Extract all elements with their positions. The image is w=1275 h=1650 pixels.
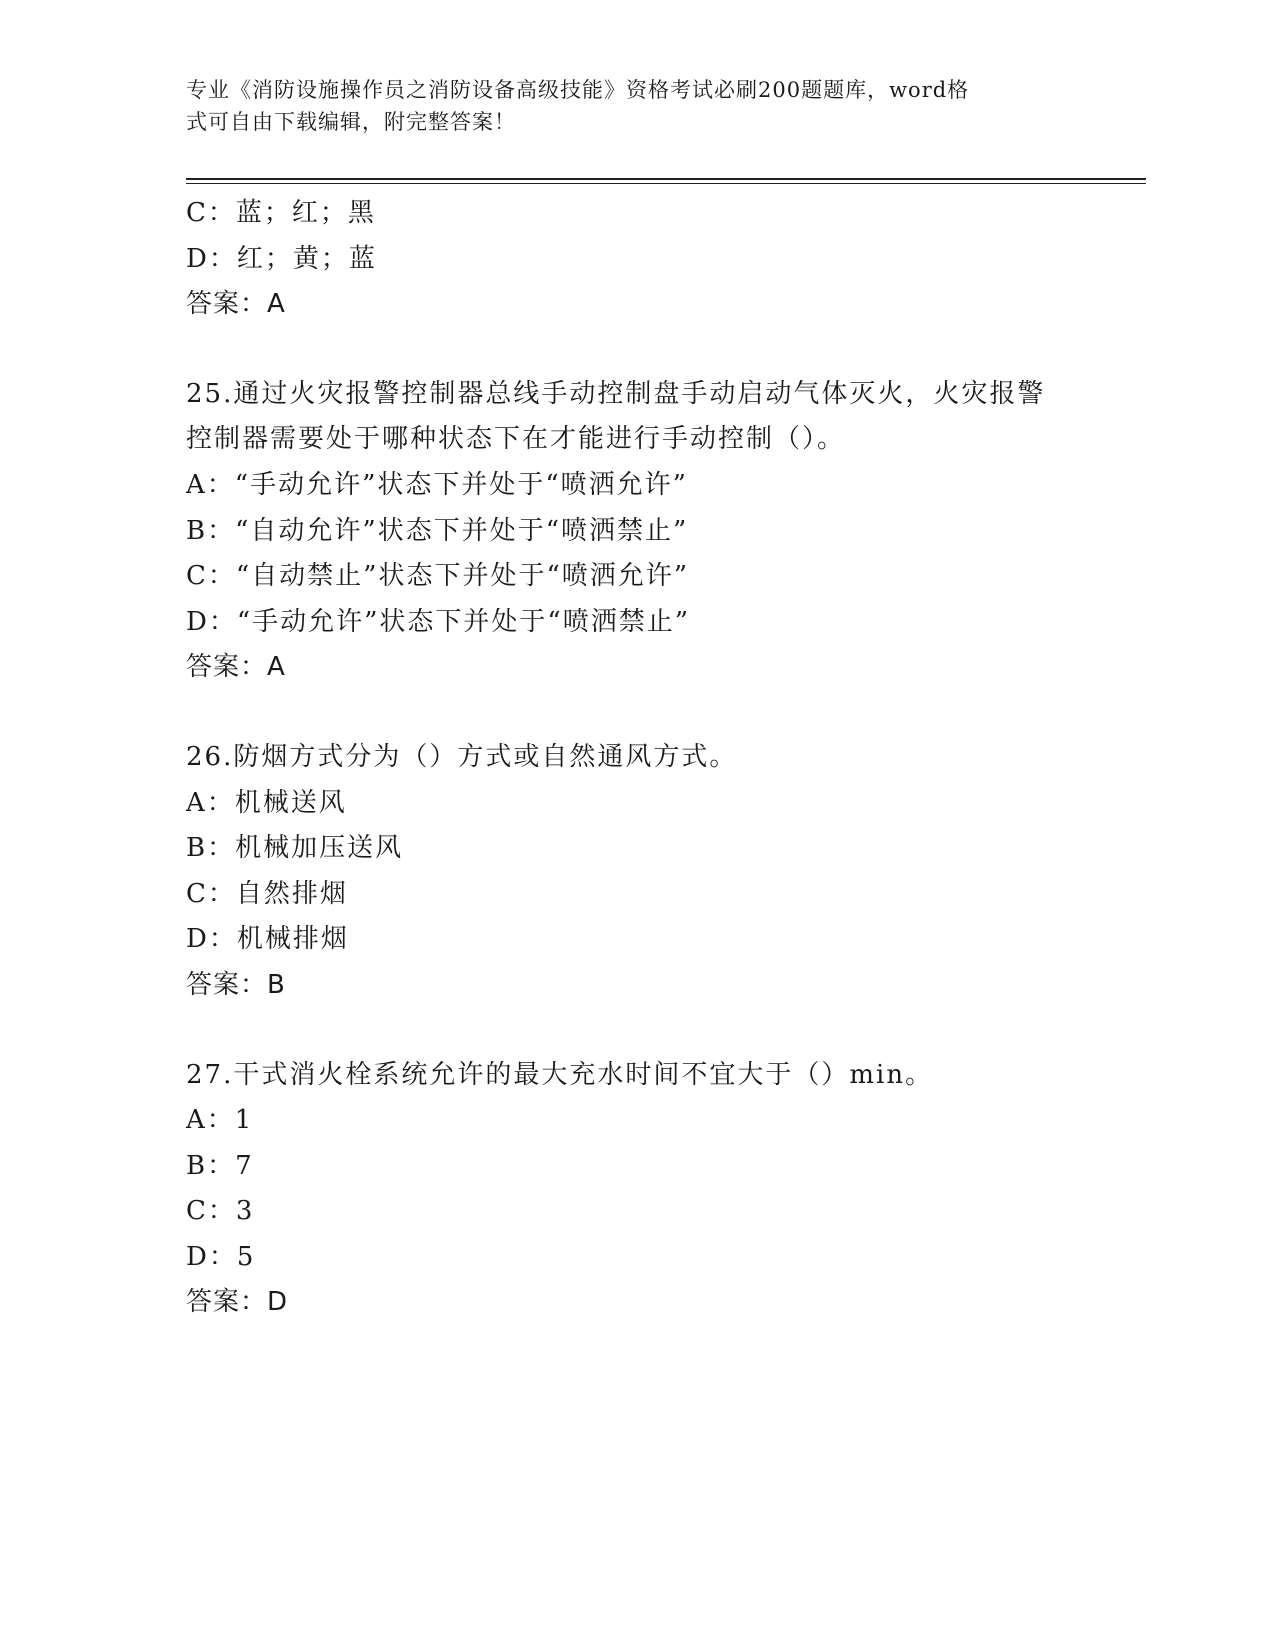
answer-line: 答案：A (186, 289, 286, 320)
question-24-tail (186, 191, 1086, 328)
option-a: A：机械送风 (186, 787, 347, 818)
option-d: D：机械排烟 (186, 924, 349, 955)
question-stem: 26.防烟方式分为（）方式或自然通风方式。 (186, 741, 738, 772)
option-d: D：红；黄；蓝 (186, 243, 377, 274)
question-26 (186, 735, 1086, 1009)
question-list (186, 191, 1086, 1326)
option-c: C：3 (186, 1196, 255, 1227)
answer-line: 答案：D (186, 1287, 289, 1318)
option-b: B：“自动允许”状态下并处于“喷洒禁止” (186, 515, 689, 546)
question-stem: 27.干式消火栓系统允许的最大充水时间不宜大于（）min。 (186, 1059, 934, 1090)
answer-line: 答案：B (186, 969, 286, 1000)
question-27 (186, 1053, 1086, 1327)
option-d: D：“手动允许”状态下并处于“喷洒禁止” (186, 606, 691, 637)
option-b: B：机械加压送风 (186, 833, 404, 864)
question-25 (186, 372, 1086, 691)
question-stem: 25.通过火灾报警控制器总线手动控制盘手动启动气体灭火，火灾报警 (186, 378, 1046, 409)
option-c: C：“自动禁止”状态下并处于“喷洒允许” (186, 561, 690, 592)
option-d: D：5 (186, 1241, 256, 1272)
option-c: C：蓝；红；黑 (186, 198, 376, 228)
option-c: C：自然排烟 (186, 878, 348, 909)
question-stem: 控制器需要处于哪种状态下在才能进行手动控制（）。 (186, 424, 846, 455)
option-b: B：7 (186, 1150, 254, 1181)
option-a: A：“手动允许”状态下并处于“喷洒允许” (186, 469, 688, 500)
header-line-2: 式可自由下载编辑，附完整答案！ (186, 110, 516, 134)
header-line-1: 专业《消防设施操作员之消防设备高级技能》资格考试必刷200题题库，word格 (186, 78, 970, 102)
document-header (186, 74, 1066, 138)
header-rule-thin (186, 183, 1146, 184)
answer-line: 答案：A (186, 652, 286, 683)
header-rule-thick (186, 178, 1146, 180)
option-a: A：1 (186, 1105, 254, 1136)
